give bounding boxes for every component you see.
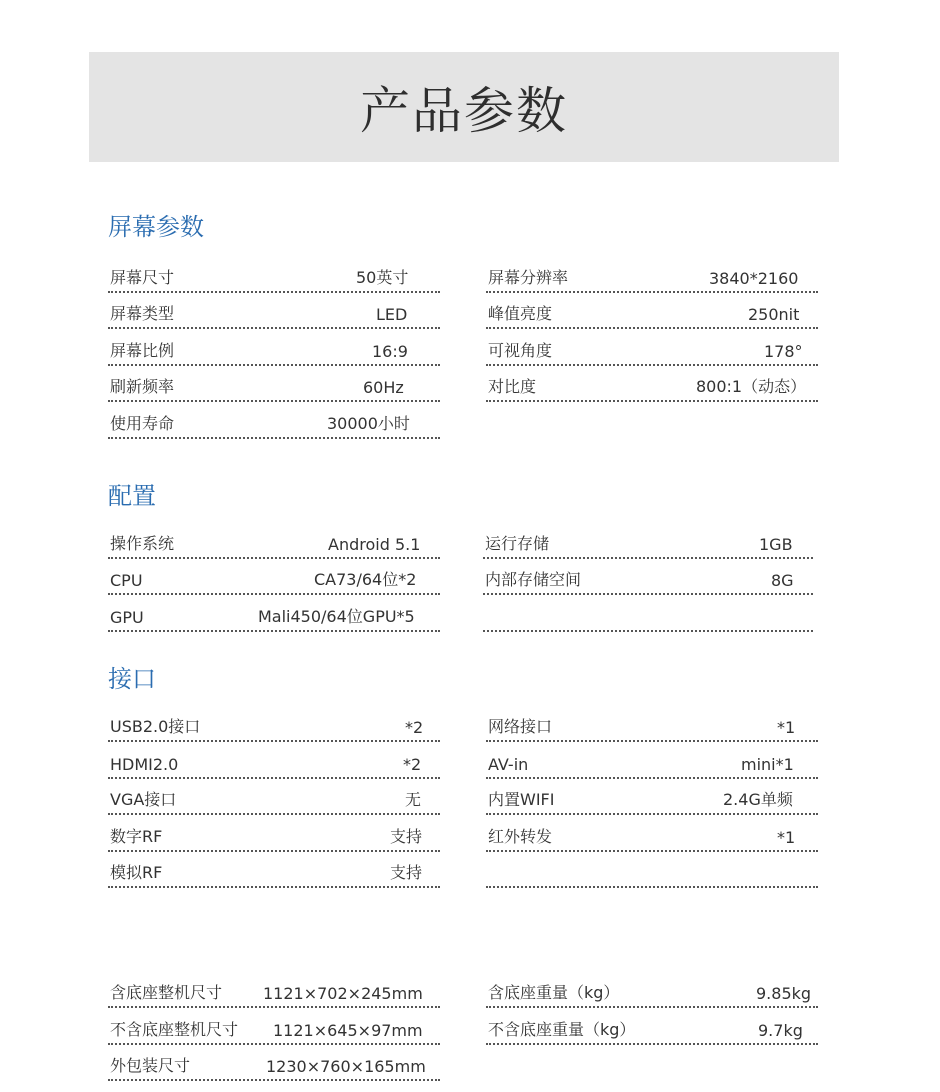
spec-label: 峰值亮度	[488, 304, 553, 323]
spec-value: *1	[777, 718, 796, 737]
spec-row-ram	[483, 533, 813, 559]
spec-value: 无	[405, 790, 422, 809]
spec-value: 9.85kg	[756, 984, 812, 1003]
spec-row-storage	[483, 569, 813, 595]
spec-row-os	[108, 533, 440, 559]
spec-label: 屏幕尺寸	[110, 268, 175, 287]
spec-value: 1121×702×245mm	[263, 984, 423, 1003]
spec-value: 50英寸	[356, 268, 409, 287]
section-title-screen: 屏幕参数	[108, 213, 204, 241]
spec-value: 8G	[771, 571, 794, 590]
spec-label: 不含底座重量（kg）	[488, 1020, 636, 1039]
spec-label: 红外转发	[488, 827, 553, 846]
spec-value: 2.4G单频	[723, 790, 793, 809]
spec-label: CPU	[110, 571, 143, 590]
spec-label: 数字RF	[110, 827, 163, 846]
spec-value: 支持	[390, 863, 423, 882]
spec-label: 内置WIFI	[488, 790, 555, 809]
spec-label: VGA接口	[110, 790, 177, 809]
spec-row-size-without-stand	[108, 1019, 440, 1045]
spec-row-peak-brightness	[486, 303, 818, 329]
spec-value: 178°	[764, 342, 803, 361]
spec-value: *2	[405, 718, 424, 737]
spec-row-size-with-stand	[108, 982, 440, 1008]
spec-value: Android 5.1	[328, 535, 421, 554]
spec-value: Mali450/64位GPU*5	[258, 607, 415, 626]
spec-row-aspect-ratio	[108, 340, 440, 366]
spec-label: 屏幕分辨率	[488, 268, 569, 287]
spec-value: 1GB	[759, 535, 793, 554]
spec-row-lifespan	[108, 413, 440, 439]
spec-value: 30000小时	[327, 414, 410, 433]
spec-row-screen-type	[108, 303, 440, 329]
spec-label: HDMI2.0	[110, 755, 179, 774]
spec-label: 使用寿命	[110, 414, 175, 433]
title-banner	[89, 52, 839, 162]
spec-row-weight-without-stand	[486, 1019, 818, 1045]
spec-value: CA73/64位*2	[314, 570, 417, 589]
section-title-config: 配置	[108, 482, 156, 510]
spec-row-empty	[486, 862, 818, 888]
spec-label: 不含底座整机尺寸	[110, 1020, 239, 1039]
spec-row-refresh-rate	[108, 376, 440, 402]
spec-label: 网络接口	[488, 717, 553, 736]
spec-row-network	[486, 716, 818, 742]
spec-row-screen-size	[108, 267, 440, 293]
spec-value: 60Hz	[363, 378, 404, 397]
spec-value: 250nit	[748, 305, 800, 324]
spec-row-digital-rf	[108, 826, 440, 852]
section-title-ports: 接口	[108, 665, 156, 693]
spec-label: GPU	[110, 608, 144, 627]
spec-label: 内部存储空间	[485, 570, 582, 589]
spec-label: AV-in	[488, 755, 529, 774]
spec-label: 模拟RF	[110, 863, 163, 882]
spec-value: *1	[777, 828, 796, 847]
spec-value: 3840*2160	[709, 269, 799, 288]
spec-value: mini*1	[741, 755, 794, 774]
spec-row-usb	[108, 716, 440, 742]
spec-value: *2	[403, 755, 422, 774]
spec-label: 含底座整机尺寸	[110, 983, 223, 1002]
spec-row-ir	[486, 826, 818, 852]
spec-label: 对比度	[488, 377, 537, 396]
spec-row-viewing-angle	[486, 340, 818, 366]
spec-label: 操作系统	[110, 534, 175, 553]
spec-row-empty	[483, 606, 813, 632]
spec-row-av-in	[486, 753, 818, 779]
spec-row-hdmi	[108, 753, 440, 779]
spec-value: 9.7kg	[758, 1021, 803, 1040]
spec-row-contrast	[486, 376, 818, 402]
spec-value: 1230×760×165mm	[266, 1057, 426, 1076]
spec-row-weight-with-stand	[486, 982, 818, 1008]
spec-value: 16:9	[372, 342, 408, 361]
spec-label: 外包装尺寸	[110, 1056, 191, 1075]
spec-row-package-size	[108, 1055, 440, 1081]
page-title: 产品参数	[360, 82, 568, 140]
spec-label: 屏幕类型	[110, 304, 175, 323]
spec-row-gpu	[108, 606, 440, 632]
spec-value: 支持	[390, 827, 423, 846]
spec-label: USB2.0接口	[110, 717, 201, 736]
spec-value: LED	[376, 305, 408, 324]
spec-row-wifi	[486, 789, 818, 815]
spec-label: 刷新频率	[110, 377, 175, 396]
spec-row-cpu	[108, 569, 440, 595]
spec-row-vga	[108, 789, 440, 815]
spec-row-analog-rf	[108, 862, 440, 888]
spec-label: 运行存储	[485, 534, 550, 553]
spec-label: 屏幕比例	[110, 341, 175, 360]
spec-value: 1121×645×97mm	[273, 1021, 423, 1040]
spec-value: 800:1（动态）	[696, 377, 807, 396]
spec-label: 可视角度	[488, 341, 553, 360]
spec-row-resolution	[486, 267, 818, 293]
spec-label: 含底座重量（kg）	[488, 983, 620, 1002]
